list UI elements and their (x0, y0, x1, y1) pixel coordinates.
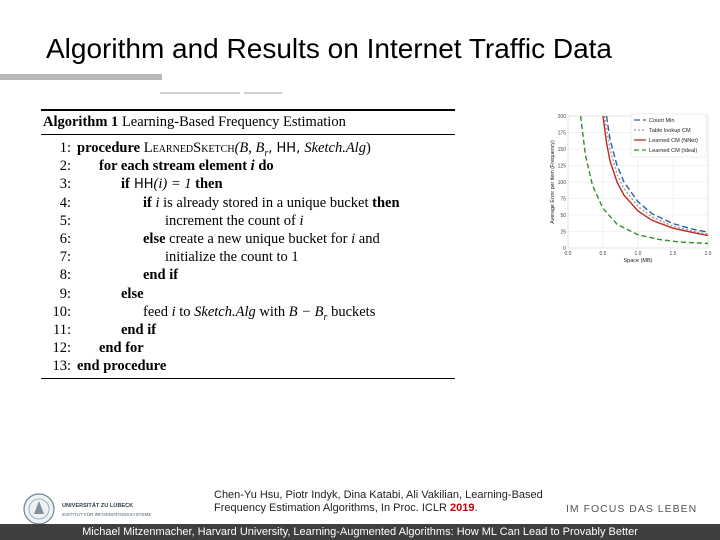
line-number: 2: (59, 158, 71, 175)
proc-args: (B, B (234, 140, 265, 156)
text: increment the count of (165, 212, 300, 229)
line-number: 10: (52, 303, 71, 320)
variable: i (171, 303, 176, 320)
title-underline (0, 74, 162, 80)
y-axis-label: Average Error per item (Frequency) (550, 140, 556, 224)
proc-name: Sketch (193, 140, 235, 156)
algo-line-2 (41, 157, 455, 175)
keyword: then (372, 194, 400, 211)
proc-args: , HH, (268, 141, 305, 156)
x-tick-label: 2.0 (704, 251, 712, 257)
text: with (255, 303, 289, 320)
citation-year: 2019 (449, 502, 475, 514)
citation-end: . (474, 502, 478, 514)
algo-line-8 (41, 266, 455, 284)
line-number: 3: (59, 176, 71, 193)
legend-label: Learned CM (NNet) (649, 138, 698, 144)
text: initialize the count to 1 (165, 249, 299, 266)
function: HH (129, 177, 154, 193)
algorithm-header (41, 111, 455, 135)
y-tick-label: 0 (563, 246, 566, 252)
citation (214, 489, 554, 515)
algorithm-body (41, 135, 455, 375)
line-number: 12: (52, 340, 71, 357)
text: buckets (327, 303, 376, 320)
line-number: 7: (59, 249, 71, 266)
line-number: 8: (59, 267, 71, 284)
keyword: end if (143, 267, 179, 284)
x-tick-label: 1.0 (634, 251, 642, 257)
proc-args: Sketch.Alg (304, 140, 366, 156)
algorithm-box (41, 109, 455, 380)
algo-line-1 (41, 139, 455, 157)
university-logo (22, 492, 212, 526)
algo-line-6 (41, 230, 455, 248)
x-axis-label: Space (MB) (623, 258, 653, 264)
algo-line-7 (41, 248, 455, 266)
title-accent-rule-2 (244, 92, 282, 94)
variable: i (250, 158, 255, 175)
proc-args: ) (365, 140, 371, 156)
text: to (175, 303, 195, 320)
algo-line-12 (41, 339, 455, 357)
subscript: r (323, 311, 328, 323)
text: is already stored in a unique bucket (159, 194, 373, 211)
line-number: 5: (59, 212, 71, 229)
algorithm-bottom-rule (41, 378, 455, 380)
legend-label: Learned CM (Ideal) (649, 148, 698, 154)
algo-line-9 (41, 285, 455, 303)
line-number: 6: (59, 230, 71, 247)
algorithm-label: Algorithm 1 (43, 114, 119, 130)
legend-label: Table lookup CM (649, 128, 691, 134)
text: create a new unique bucket for (165, 230, 352, 247)
line-number: 1: (59, 140, 71, 156)
y-tick-label: 25 (560, 229, 566, 236)
variable: i (151, 194, 160, 211)
keyword: then (195, 176, 223, 193)
keyword: each stream element (117, 158, 251, 175)
y-tick-label: 200 (557, 114, 566, 120)
institute-name: INSTITUT FÜR INFORMATIONSSYSTEME (62, 512, 152, 517)
slogan-logo: IM FOCUS DAS LEBEN (566, 503, 698, 515)
x-tick-label: 0.5 (599, 251, 607, 257)
algo-line-4 (41, 194, 455, 212)
keyword: if (121, 176, 130, 193)
algo-line-10 (41, 303, 455, 321)
algo-line-5 (41, 212, 455, 230)
keyword: do (254, 158, 274, 175)
keyword: end procedure (77, 358, 167, 375)
algo-line-13 (41, 357, 455, 375)
line-number: 11: (53, 321, 71, 338)
y-tick-label: 50 (560, 213, 566, 219)
error-vs-space-chart (548, 108, 718, 268)
keyword: end for (99, 340, 144, 357)
title-accent-rule (160, 92, 240, 94)
line-number: 9: (59, 285, 71, 302)
y-tick-label: 125 (557, 163, 566, 170)
keyword: else (143, 230, 166, 247)
subscript: r (264, 147, 269, 159)
y-tick-label: 150 (557, 147, 566, 153)
keyword: if (143, 194, 152, 211)
variable: Sketch.Alg (194, 303, 256, 320)
legend-label: Count Min (649, 118, 675, 124)
keyword: else (121, 285, 144, 302)
keyword: procedure (77, 140, 141, 156)
line-number: 13: (52, 358, 71, 375)
line-number: 4: (59, 194, 71, 211)
proc-name: Learned (143, 140, 194, 156)
expression: (i) = 1 (153, 176, 196, 193)
y-tick-label: 100 (557, 180, 566, 186)
algorithm-name: Learning-Based Frequency Estimation (121, 114, 346, 130)
x-tick-label: 1.5 (669, 251, 677, 257)
footer-bar: Michael Mitzenmacher, Harvard University, Learning-Augmented Algorithms: How ML Can Lead to Provably Better (0, 524, 720, 540)
expression: B − B (288, 303, 324, 320)
keyword: end if (121, 321, 157, 338)
algo-line-3 (41, 175, 455, 193)
variable: i (299, 212, 304, 229)
text: feed (143, 303, 172, 320)
university-name: UNIVERSITÄT ZU LÜBECK (62, 503, 134, 509)
slide-title: Algorithm and Results on Internet Traffic Data (46, 33, 612, 64)
x-tick-label: 0.0 (564, 251, 572, 257)
y-tick-label: 175 (557, 130, 566, 137)
keyword: for (99, 158, 118, 175)
university-seal-icon (24, 494, 54, 524)
algo-line-11 (41, 321, 455, 339)
variable: i (351, 230, 356, 247)
citation-text: Chen-Yu Hsu, Piotr Indyk, Dina Katabi, Ali Vakilian, Learning-Based Frequency Estimation Algorithms, In Proc. ICLR (214, 489, 543, 514)
text: and (355, 230, 380, 247)
y-tick-label: 75 (560, 196, 566, 203)
